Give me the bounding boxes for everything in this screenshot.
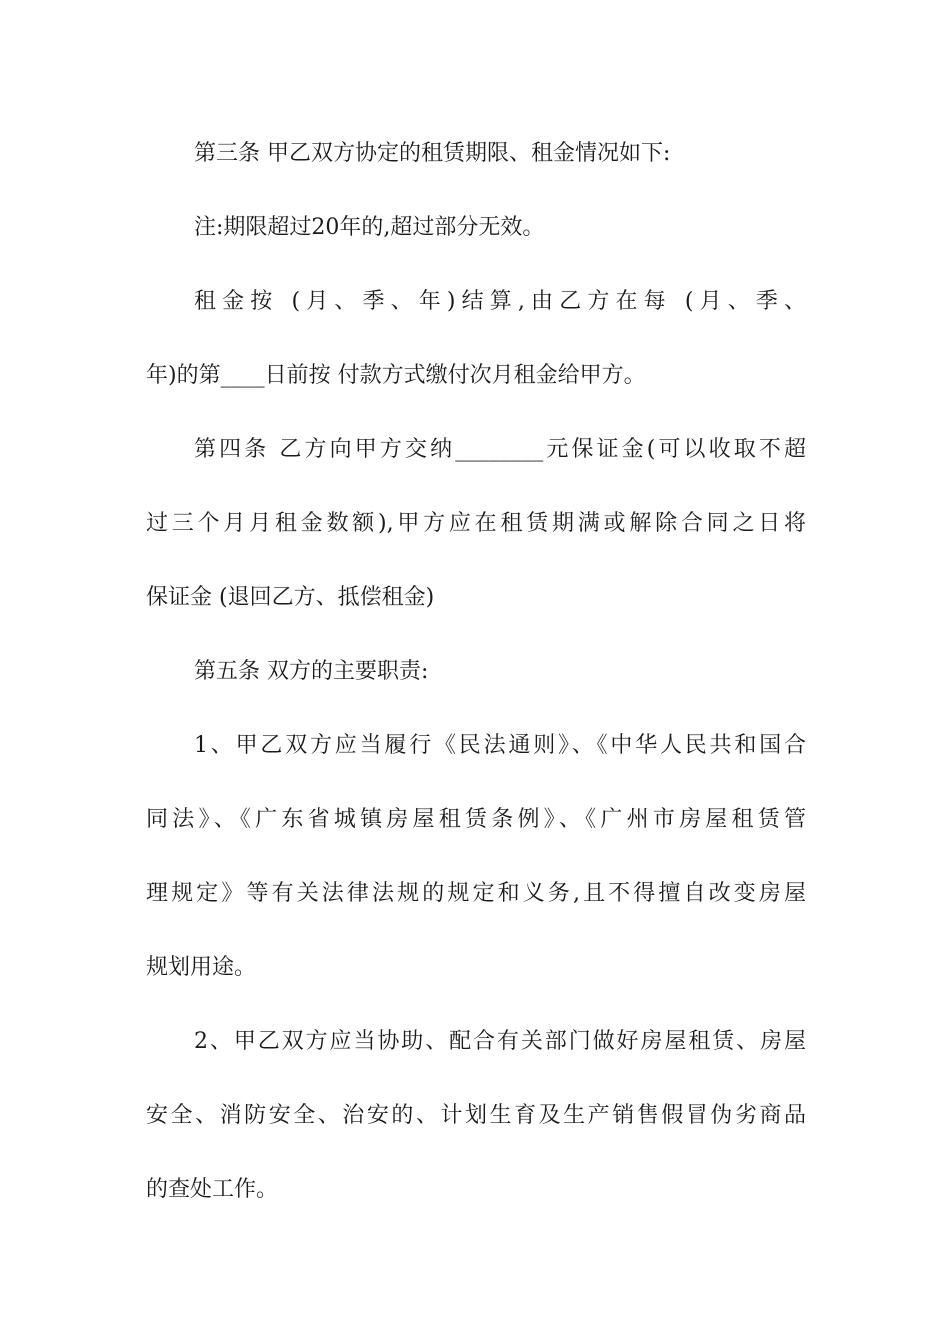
duty-1-line-3: 理规定》等有关法律法规的规定和义务,且不得擅自改变房屋 bbox=[146, 881, 806, 906]
duty-1-line-4: 规划用途。 bbox=[146, 955, 257, 980]
duty-2-line-2: 安全、消防安全、治安的、计划生育及生产销售假冒伪劣商品 bbox=[146, 1103, 806, 1128]
article-3-heading: 第三条 甲乙双方协定的租赁期限、租金情况如下: bbox=[194, 141, 671, 166]
article-5-heading: 第五条 双方的主要职责: bbox=[194, 659, 429, 684]
article-4-line-1: 第四条 乙方向甲方交纳________元保证金(可以收取不超 bbox=[194, 437, 806, 462]
duty-2-line-3: 的查处工作。 bbox=[146, 1177, 279, 1202]
rent-settlement-line-1: 租金按 (月、季、年)结算,由乙方在每 (月、季、 bbox=[194, 289, 806, 314]
duty-1-line-1: 1、甲乙双方应当履行《民法通则》、《中华人民共和国合 bbox=[194, 733, 806, 758]
article-4-line-2: 过三个月月租金数额),甲方应在租赁期满或解除合同之日将 bbox=[146, 511, 806, 536]
term-limit-note: 注:期限超过20年的,超过部分无效。 bbox=[194, 215, 545, 240]
duty-1-line-2: 同法》、《广东省城镇房屋租赁条例》、《广州市房屋租赁管 bbox=[146, 807, 806, 832]
rent-settlement-line-2: 年)的第____日前按 付款方式缴付次月租金给甲方。 bbox=[146, 363, 646, 388]
duty-2-line-1: 2、甲乙双方应当协助、配合有关部门做好房屋租赁、房屋 bbox=[194, 1029, 806, 1054]
article-4-line-3: 保证金 (退回乙方、抵偿租金) bbox=[146, 585, 435, 610]
